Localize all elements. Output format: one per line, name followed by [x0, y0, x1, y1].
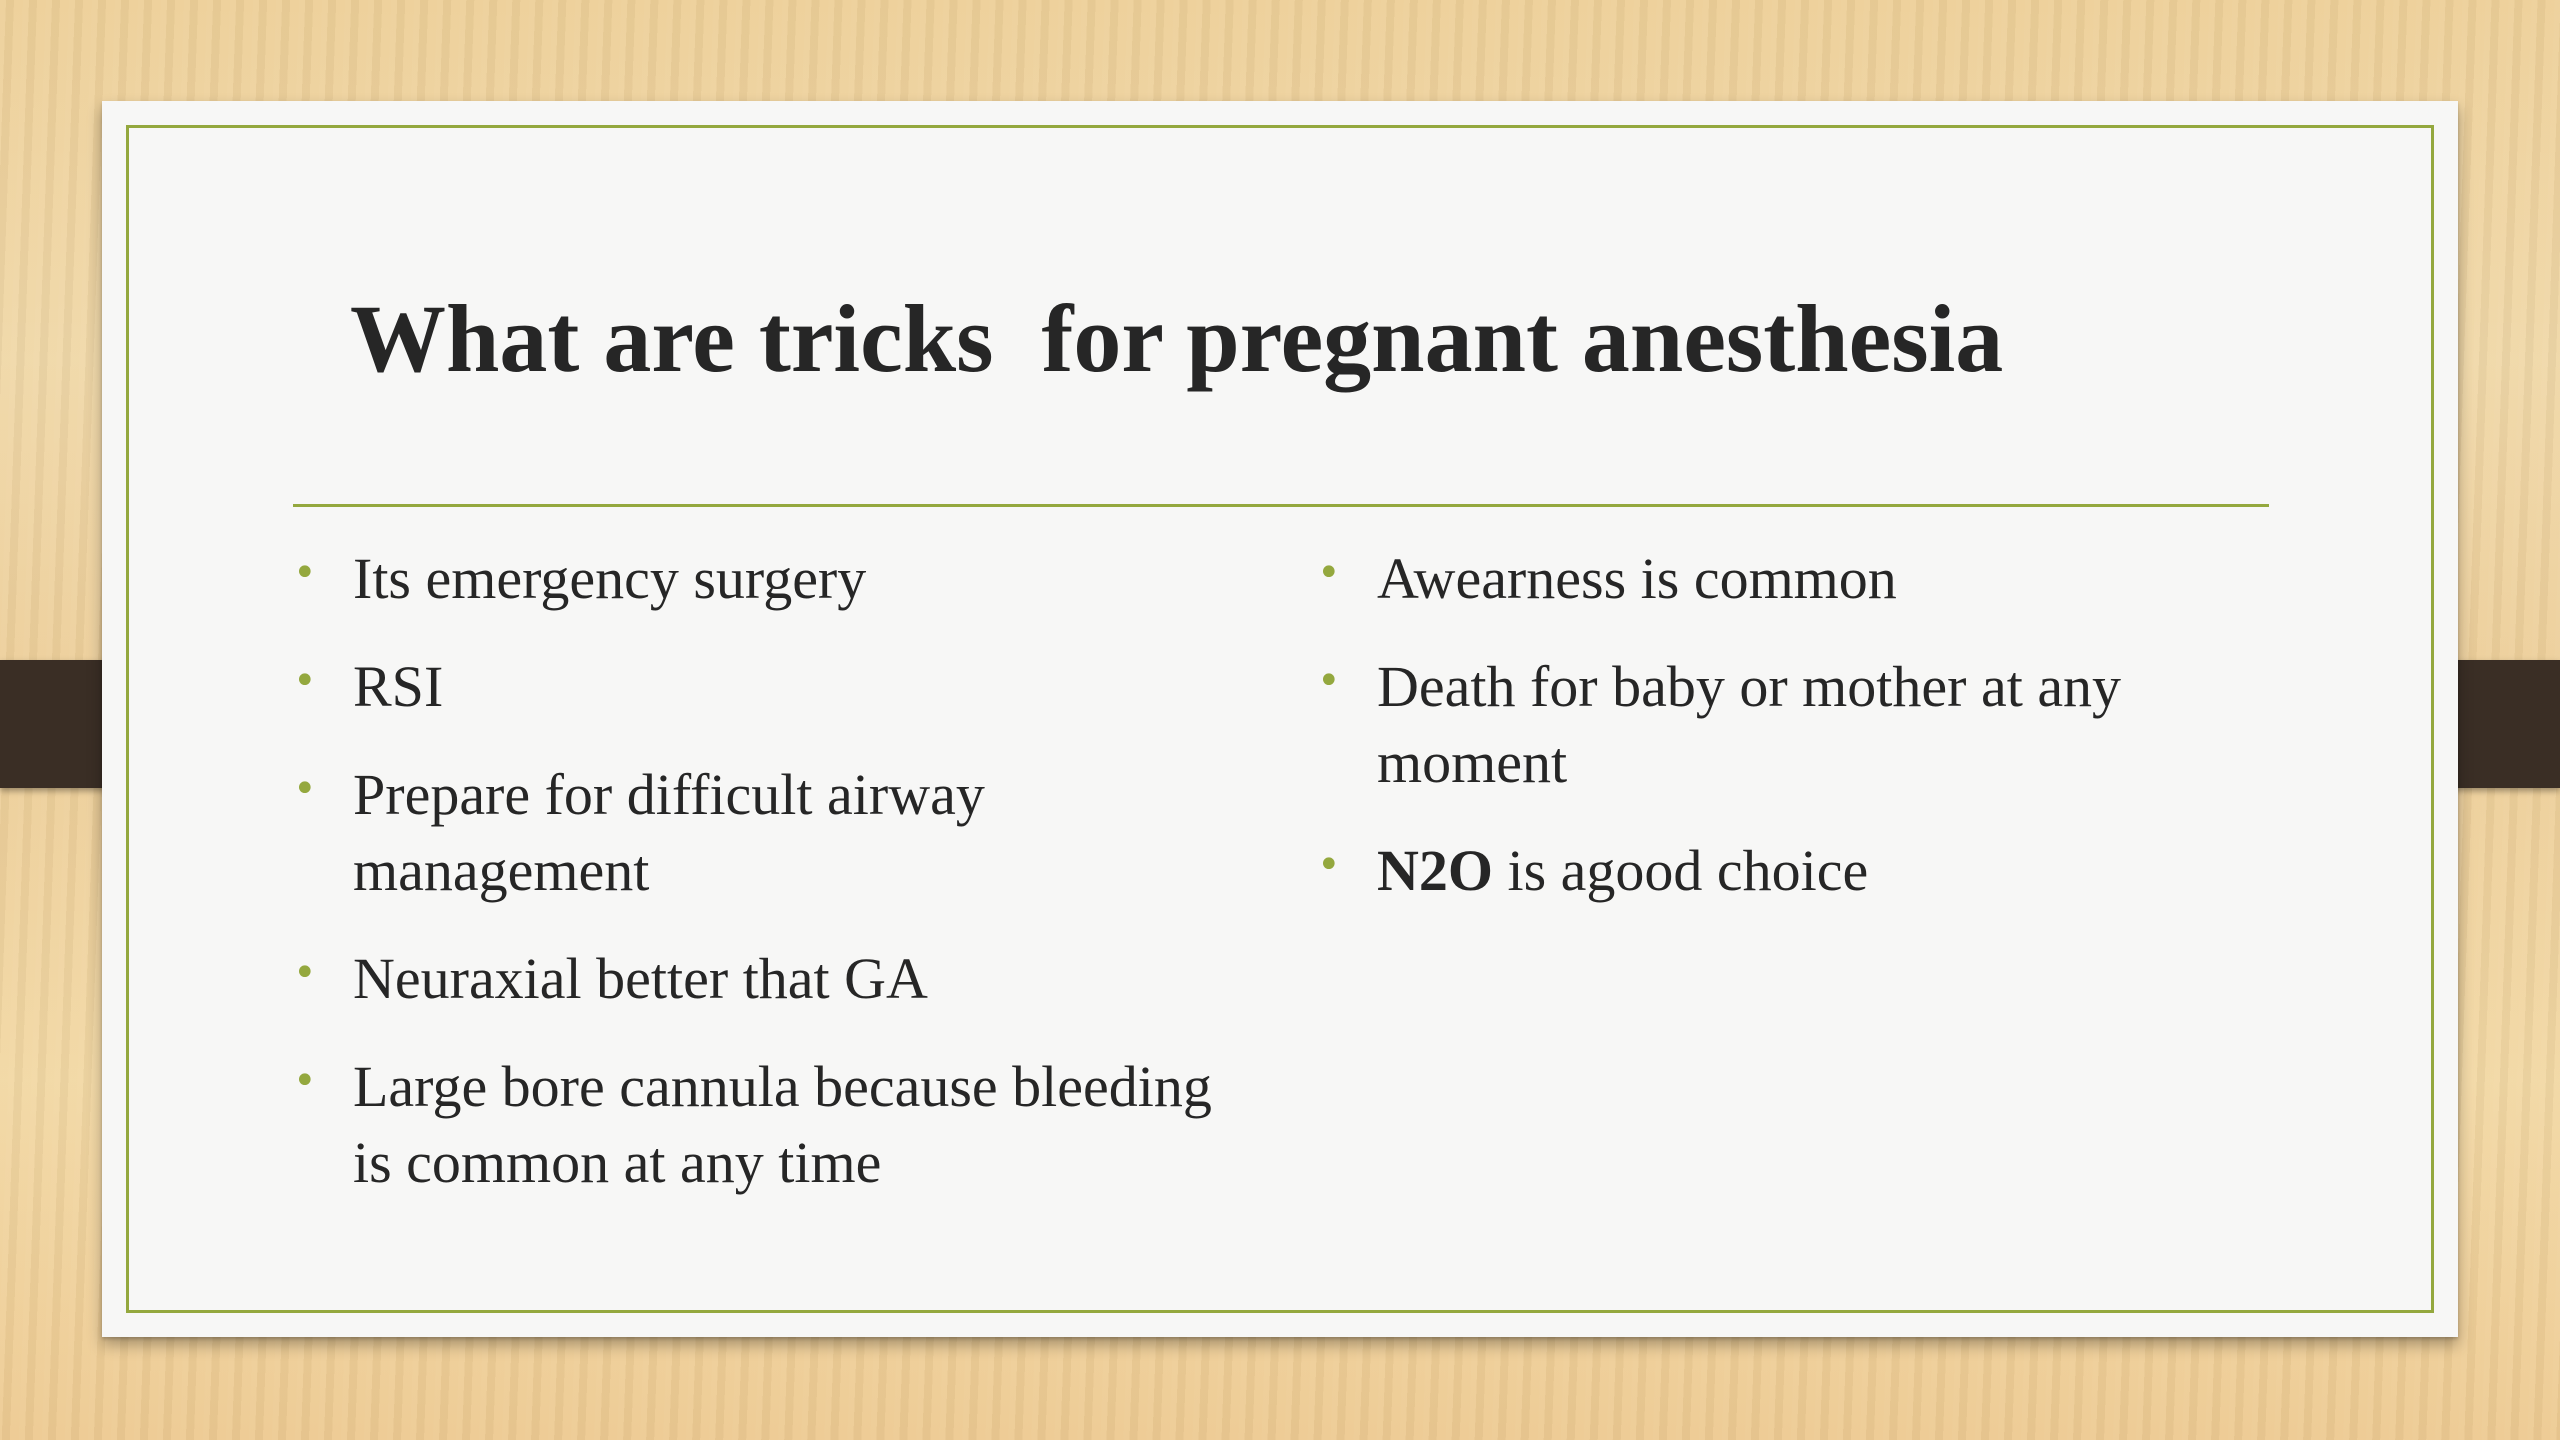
slide-title: What are tricks for pregnant anesthesia — [350, 285, 2004, 392]
list-item — [1317, 833, 2317, 909]
list-item-text-rest: is agood choice — [1493, 838, 1869, 903]
list-item — [293, 757, 1213, 909]
list-item-text: Large bore cannula because bleeding is common at any time — [353, 1054, 1212, 1195]
list-item — [293, 1049, 1213, 1201]
list-item — [293, 649, 1213, 725]
bullet-icon: • — [1317, 550, 1341, 596]
bold-term: N2O — [1377, 838, 1493, 903]
title-divider — [293, 504, 2269, 507]
bullet-icon: • — [293, 550, 317, 596]
list-item-text: Its emergency surgery — [353, 546, 867, 611]
list-item — [293, 941, 1213, 1017]
bullet-icon: • — [293, 1058, 317, 1104]
right-bullet-list — [1317, 541, 2317, 941]
bullet-icon: • — [293, 950, 317, 996]
bullet-icon: • — [293, 658, 317, 704]
list-item-text: Neuraxial better that GA — [353, 946, 928, 1011]
list-item-text: RSI — [353, 654, 444, 719]
list-item — [1317, 649, 2317, 801]
list-item-text: Awearness is common — [1377, 546, 1897, 611]
left-bullet-list — [293, 541, 1213, 1233]
list-item-text: Death for baby or mother at any moment — [1377, 654, 2122, 795]
list-item-text: Prepare for difficult airway management — [353, 762, 985, 903]
list-item-text — [1377, 838, 1868, 903]
list-item — [1317, 541, 2317, 617]
bullet-icon: • — [1317, 658, 1341, 704]
list-item — [293, 541, 1213, 617]
slide — [102, 101, 2458, 1337]
bullet-icon: • — [1317, 842, 1341, 888]
bullet-icon: • — [293, 766, 317, 812]
